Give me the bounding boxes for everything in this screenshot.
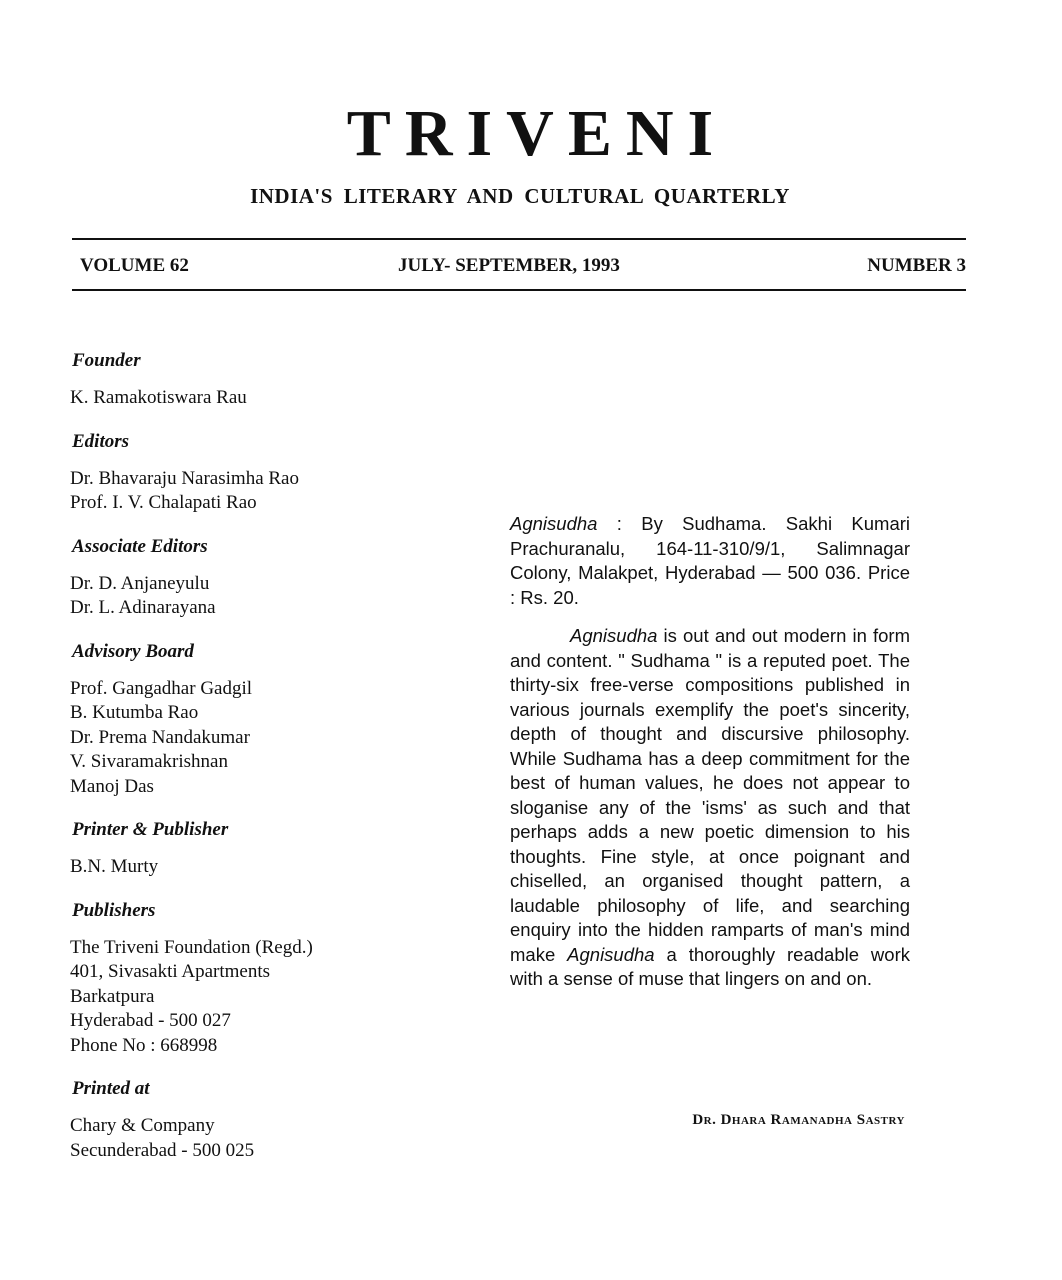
- masthead-section-heading: Founder: [72, 350, 141, 371]
- masthead-entry: Chary & Company: [70, 1115, 215, 1136]
- masthead-entry: Dr. L. Adinarayana: [70, 597, 216, 618]
- bottom-rule: [72, 289, 966, 291]
- masthead-entry: Dr. Prema Nandakumar: [70, 726, 250, 748]
- masthead-entry: Secunderabad - 500 025: [70, 1139, 255, 1161]
- review-citation-text: : By Sudhama. Sakhi Kumari Prachuranalu, 164-11-310/9/1, Salimnagar Colony, Malakpet, Hyderabad — 500 036. Price : Rs. 20.: [510, 513, 910, 608]
- masthead-section-heading: Advisory Board: [72, 640, 194, 662]
- masthead-entry: B. Kutumba Rao: [70, 702, 199, 723]
- masthead-entry: V. Sivaramakrishnan: [70, 751, 228, 772]
- masthead-entry: B.N. Murty: [70, 856, 159, 877]
- review-body-part-2: a thoroughly readable work with a sense of muse that lingers on and on.: [510, 943, 910, 989]
- masthead-section-heading: Printer & Publisher: [72, 819, 229, 840]
- masthead-entry: K. Ramakotiswara Rau: [70, 387, 247, 408]
- journal-subtitle: INDIA'S LITERARY AND CULTURAL QUARTERLY: [250, 184, 790, 208]
- issue-date: JULY- SEPTEMBER, 1993: [398, 255, 620, 276]
- review-citation: [510, 512, 910, 610]
- issue-number: NUMBER 3: [867, 255, 966, 276]
- masthead-section: [70, 350, 400, 411]
- masthead-entry: Manoj Das: [70, 775, 154, 797]
- volume-label: VOLUME 62: [80, 255, 189, 276]
- masthead-entry: The Triveni Foundation (Regd.): [70, 936, 313, 958]
- review-body-part-1: is out and out modern in form and content. " Sudhama " is a reputed poet. The thirty-six free-verse compositions published in various journals exemplify the poet's sincerity, depth of thought and discursive philosophy. While Sudhama has a deep commitment for the best of human values, he does not appear to sloganise any of the 'isms' as such and that perhaps adds a new poetic dimension to his thoughts. Fine style, at once poignant and chiselled, an organised thought pattern, a laudable philosophy of life, and searching enquiry into the hidden ramparts of man's mind make: [510, 625, 910, 965]
- masthead-entry: Dr. Bhavaraju Narasimha Rao: [70, 467, 299, 489]
- masthead-section: [70, 641, 400, 800]
- review-body-book-title: Agnisudha: [567, 943, 655, 965]
- masthead-section-heading: Editors: [72, 430, 130, 452]
- review-book-title: Agnisudha: [510, 513, 598, 534]
- review-body: [510, 624, 910, 992]
- book-review: [510, 512, 910, 992]
- masthead-entry: Prof. I. V. Chalapati Rao: [70, 492, 257, 513]
- masthead-section: [70, 536, 400, 621]
- masthead-section-heading: Associate Editors: [72, 535, 208, 557]
- top-rule: [72, 238, 966, 240]
- masthead-section-heading: Printed at: [72, 1078, 150, 1099]
- journal-title: TRIVENI: [346, 97, 728, 170]
- masthead-section: [70, 819, 400, 880]
- masthead-entry: Prof. Gangadhar Gadgil: [70, 677, 253, 699]
- masthead-entry: Phone No : 668998: [70, 1034, 218, 1056]
- masthead-section: [70, 1078, 400, 1163]
- masthead-entry: Hyderabad - 500 027: [70, 1010, 231, 1031]
- masthead-section-heading: Publishers: [72, 899, 156, 921]
- masthead-entry: Barkatpura: [70, 985, 155, 1007]
- masthead-section: [70, 900, 400, 1059]
- review-body-lead: Agnisudha: [570, 625, 658, 646]
- masthead-section: [70, 431, 400, 516]
- masthead-entry: Dr. D. Anjaneyulu: [70, 572, 210, 594]
- masthead-column: [70, 350, 400, 1183]
- masthead-entry: 401, Sivasakti Apartments: [70, 961, 271, 982]
- reviewer-byline: Dr. Dhara Ramanadha Sastry: [692, 1112, 905, 1128]
